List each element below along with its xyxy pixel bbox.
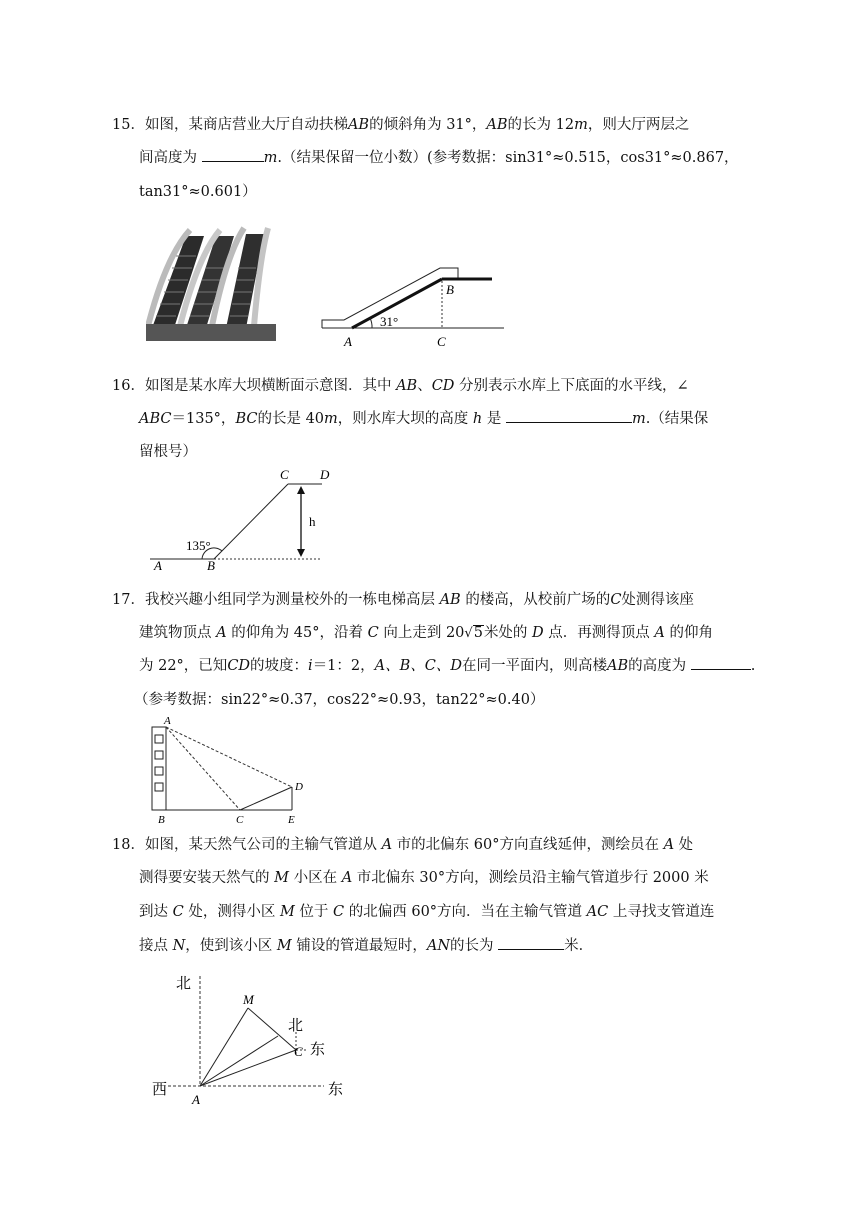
q16-line2: ABC＝135°，BC的长是 40m，则水库大坝的高度 h 是 m.（结果保 — [139, 407, 708, 428]
q15-number: 15． — [112, 117, 145, 133]
q18-answer-blank[interactable] — [498, 935, 564, 950]
q16-line1: 16．如图是某水库大坝横断面示意图．其中 AB、CD 分别表示水库上下底面的水平线，∠ — [112, 378, 689, 394]
q17-point-c: C — [236, 814, 244, 825]
q15-point-c: C — [437, 334, 446, 349]
q15-point-b: B — [446, 282, 454, 297]
q16-diagram — [146, 464, 336, 570]
q16-point-a: A — [154, 558, 162, 570]
q15-point-a: A — [344, 334, 352, 349]
q18-line2: 测得要安装天然气的 M 小区在 A 市北偏东 30°方向，测绘员沿主输气管道步行 2000 米 — [139, 870, 709, 886]
q17-line3: 为 22°，已知CD的坡度：i＝1：2，A、B、C、D在同一平面内，则高楼AB的高度为 . — [139, 654, 755, 675]
q18-north-label: 北 — [176, 976, 192, 992]
q17-line1: 17．我校兴趣小组同学为测量校外的一栋电梯高层 AB 的楼高，从校前广场的C处测得该座 — [112, 592, 694, 608]
q16-line3: 留根号） — [139, 444, 197, 460]
q18-point-c: C — [294, 1044, 303, 1059]
q15-line1: 15．如图，某商店营业大厅自动扶梯AB的倾斜角为 31°，AB的长为 12m，则大厅两层之 — [112, 117, 690, 133]
q18-east-label: 东 — [328, 1082, 344, 1098]
q15-angle-label: 31° — [380, 314, 399, 329]
q16-point-c: C — [280, 467, 289, 482]
q17-number: 17． — [112, 592, 145, 608]
q16-angle-label: 135° — [186, 538, 211, 553]
q17-point-e: E — [288, 814, 295, 825]
q18-diagram — [148, 966, 348, 1106]
q18-line4: 接点 N，使到该小区 M 铺设的管道最短时，AN的长为 米． — [139, 934, 593, 955]
q15-diagram — [318, 262, 508, 352]
q18-east2-label: 东 — [310, 1042, 326, 1058]
q17-answer-blank[interactable] — [691, 655, 751, 670]
q17-line2: 建筑物顶点 A 的仰角为 45°，沿着 C 向上走到 20√5米处的 D 点．再测得顶点 A 的仰角 — [139, 625, 713, 641]
q18-line1: 18．如图，某天然气公司的主输气管道从 A 市的北偏东 60°方向直线延伸，测绘员在 A 处 — [112, 837, 694, 853]
q18-point-m: M — [243, 992, 254, 1007]
q18-point-a: A — [192, 1092, 200, 1106]
q16-answer-blank[interactable] — [506, 408, 632, 423]
q16-point-d: D — [320, 467, 330, 482]
q16-number: 16． — [112, 378, 145, 394]
q16-height-label: h — [309, 514, 316, 529]
q16-point-b: B — [207, 558, 215, 570]
q18-west-label: 西 — [152, 1082, 168, 1098]
escalator-photo — [146, 216, 276, 341]
q17-point-a: A — [164, 715, 171, 727]
q18-line3: 到达 C 处，测得小区 M 位于 C 的北偏西 60°方向．当在主输气管道 AC 上寻找支管道连 — [139, 904, 715, 920]
q17-point-d: D — [295, 781, 303, 793]
q17-diagram — [150, 713, 320, 825]
q15-answer-blank[interactable] — [202, 147, 264, 162]
q15-line3: tan31°≈0.601） — [139, 184, 257, 200]
q18-number: 18． — [112, 837, 145, 853]
q18-north2-label: 北 — [288, 1018, 304, 1034]
q17-point-b: B — [158, 814, 165, 825]
q15-line2: 间高度为 m.（结果保留一位小数）(参考数据：sin31°≈0.515，cos31°≈0.867， — [139, 146, 739, 167]
q17-line4: （参考数据：sin22°≈0.37，cos22°≈0.93，tan22°≈0.40） — [134, 692, 545, 708]
